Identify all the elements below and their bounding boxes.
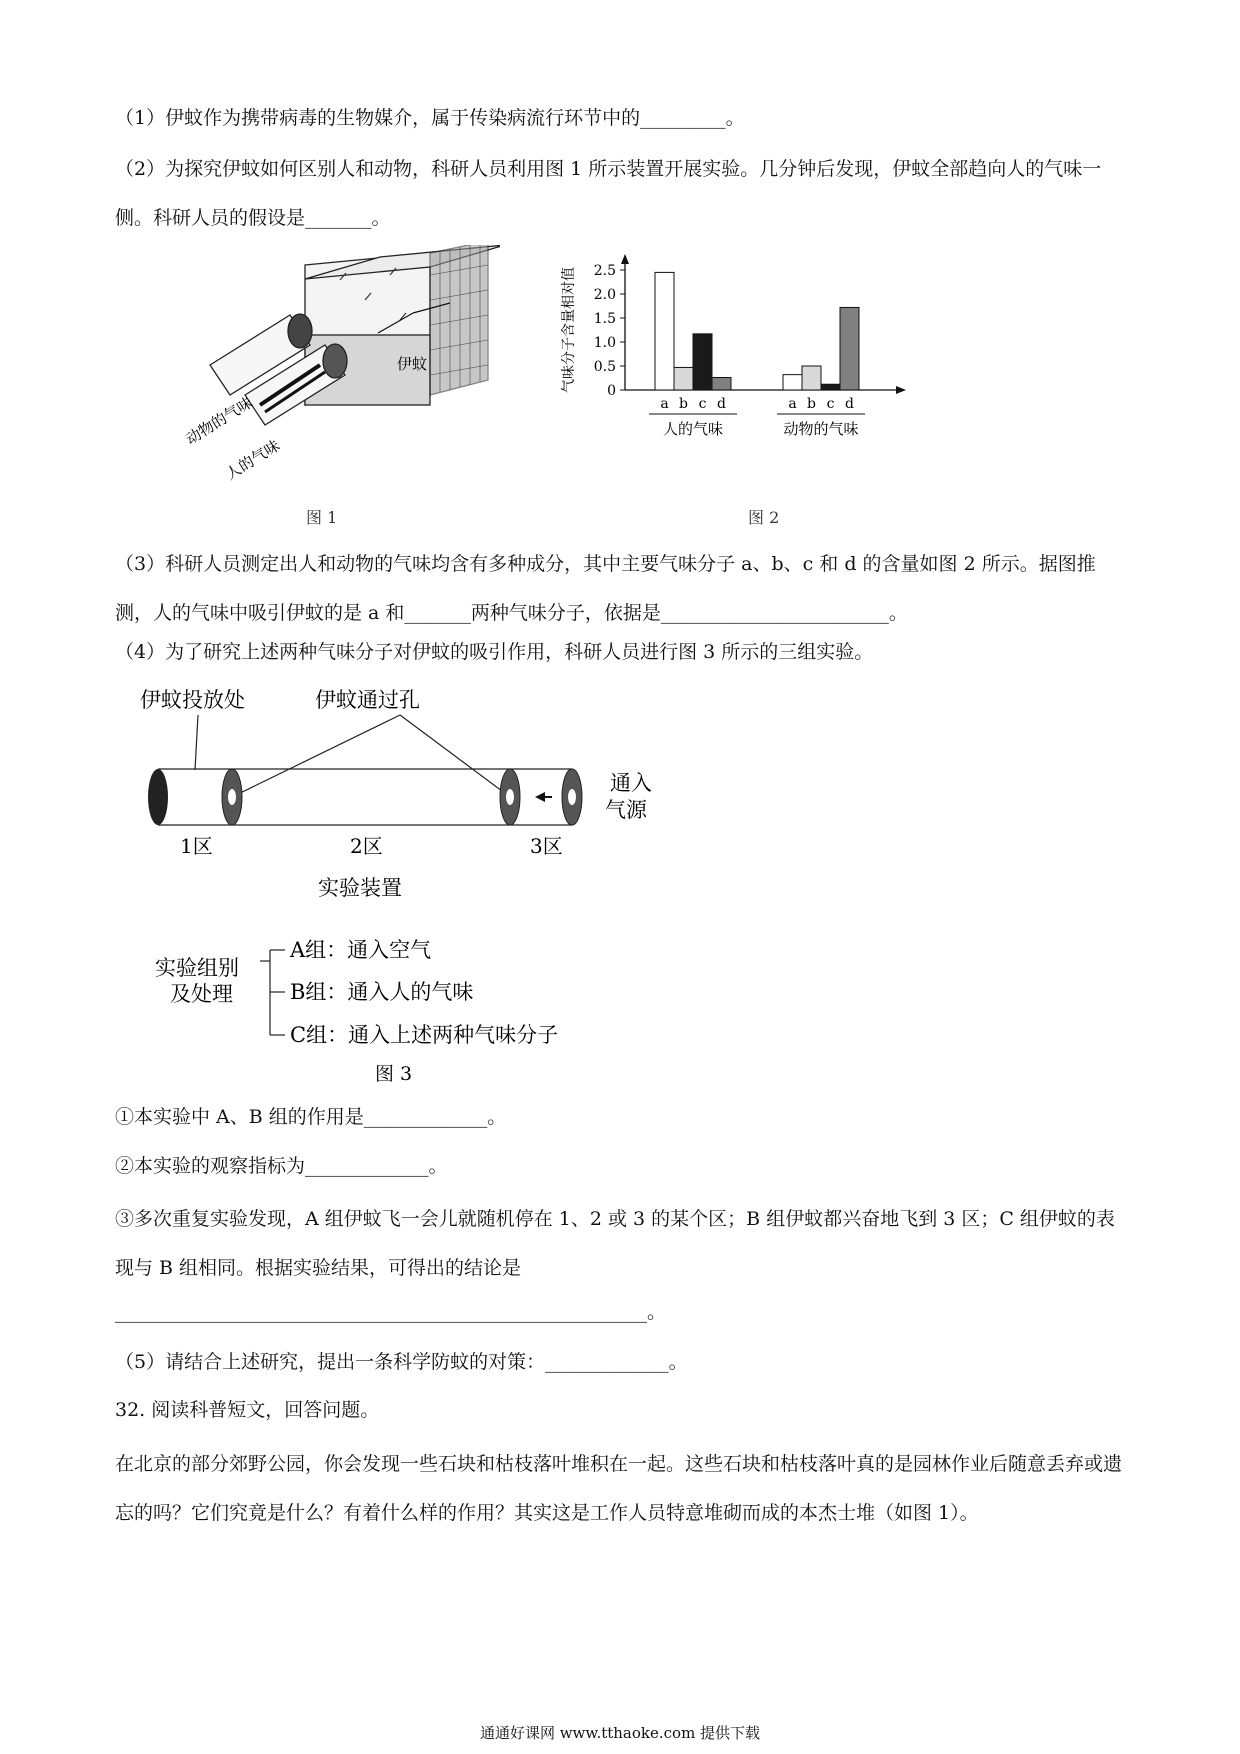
chart-bar	[802, 366, 821, 390]
answer-blank: ________________________________________________________。	[115, 1301, 667, 1323]
fig3-label-inlet-2: 气源	[605, 798, 647, 822]
sub-question-3: ③多次重复实验发现，A 组伊蚊飞一会儿就随机停在 1、2 或 3 的某个区；B 组伊蚊都兴奋地飞到 3 区；C 组伊蚊的表现与 B 组相同。根据实验结果，可得出的结论是	[115, 1208, 1115, 1279]
figure-2-chart	[555, 250, 915, 490]
chart-x-tick-label: a	[788, 396, 797, 412]
chart-bar	[712, 378, 731, 390]
question-3: （3）科研人员测定出人和动物的气味均含有多种成分，其中主要气味分子 a、b、c 和 d 的含量如图 2 所示。据图推测，人的气味中吸引伊蚊的是 a 和_______两种气味分子，依据是________________________。	[115, 553, 1096, 624]
fig1-label-mosquito: 伊蚊	[397, 355, 428, 373]
chart-y-tick-label: 1.0	[593, 335, 616, 351]
chart-y-axis-label: 气味分子含量相对值	[561, 267, 577, 393]
fig3-label-release: 伊蚊投放处	[140, 688, 245, 712]
chart-x-tick-label: c	[698, 396, 707, 412]
fig3-zone-2: 2区	[350, 834, 383, 858]
fig3-group-b: B组：通入人的气味	[290, 980, 474, 1004]
fig3-device: 实验装置	[318, 876, 402, 900]
chart-y-tick-label: 0.5	[593, 359, 616, 375]
chart-x-tick-label: b	[807, 396, 816, 412]
fig1-label-human: 人的气味	[222, 436, 284, 484]
chart-group-label: 动物的气味	[783, 420, 859, 438]
sub-question-2: ②本实验的观察指标为_____________。	[115, 1155, 448, 1177]
chart-bar	[693, 334, 712, 390]
question-32-passage: 在北京的部分郊野公园，你会发现一些石块和枯枝落叶堆积在一起。这些石块和枯枝落叶真的是园林作业后随意丢弃或遗忘的吗？它们究竟是什么？有着什么样的作用？其实这是工作人员特意堆砌而成的本杰士堆（如图 1）。	[115, 1453, 1123, 1524]
chart-x-tick-label: d	[717, 396, 726, 412]
figure-3-apparatus	[140, 685, 680, 1085]
chart-x-tick-label: b	[679, 396, 688, 412]
chart-x-tick-label: d	[845, 396, 854, 412]
chart-y-tick-label: 2.5	[593, 263, 616, 279]
sub-question-1: ①本实验中 A、B 组的作用是_____________。	[115, 1106, 507, 1128]
page-footer: 通通好课网 www.tthaoke.com 提供下载	[479, 1724, 761, 1742]
chart-bar	[674, 367, 693, 390]
chart-y-tick-label: 1.5	[593, 311, 616, 327]
figure-1-apparatus	[150, 245, 500, 505]
fig3-group-c: C组：通入上述两种气味分子	[290, 1023, 559, 1047]
figure-1-caption: 图 1	[306, 508, 338, 527]
fig3-groups-title-1: 实验组别	[155, 956, 239, 980]
fig3-label-hole: 伊蚊通过孔	[315, 688, 420, 712]
question-5: （5）请结合上述研究，提出一条科学防蚊的对策：_____________。	[115, 1351, 688, 1373]
chart-y-tick-label: 0	[607, 383, 616, 399]
question-32-title: 32. 阅读科普短文，回答问题。	[115, 1399, 380, 1421]
chart-group-label: 人的气味	[662, 420, 724, 438]
question-1: （1）伊蚊作为携带病毒的生物媒介，属于传染病流行环节中的_________。	[115, 107, 745, 129]
question-2: （2）为探究伊蚊如何区别人和动物，科研人员利用图 1 所示装置开展实验。几分钟后发现，伊蚊全部趋向人的气味一侧。科研人员的假设是_______。	[115, 158, 1102, 229]
chart-bar	[655, 272, 674, 390]
question-4: （4）为了研究上述两种气味分子对伊蚊的吸引作用，科研人员进行图 3 所示的三组实验。	[115, 641, 874, 663]
fig1-label-animal: 动物的气味	[182, 393, 256, 449]
fig3-group-a: A组：通入空气	[290, 938, 432, 962]
chart-bar	[821, 384, 840, 390]
fig3-zone-1: 1区	[180, 834, 213, 858]
fig3-zone-3: 3区	[530, 834, 563, 858]
chart-x-tick-label: a	[660, 396, 669, 412]
fig3-groups-title-2: 及处理	[170, 982, 233, 1006]
chart-x-tick-label: c	[826, 396, 835, 412]
chart-y-tick-label: 2.0	[593, 287, 616, 303]
fig3-label-inlet-1: 通入	[610, 771, 652, 795]
figure-2-caption: 图 2	[748, 508, 780, 527]
chart-bar	[840, 307, 859, 390]
chart-y-arrow	[621, 254, 629, 264]
chart-x-arrow	[896, 386, 906, 394]
fig3-caption: 图 3	[375, 1063, 413, 1085]
chart-bar	[783, 375, 802, 390]
